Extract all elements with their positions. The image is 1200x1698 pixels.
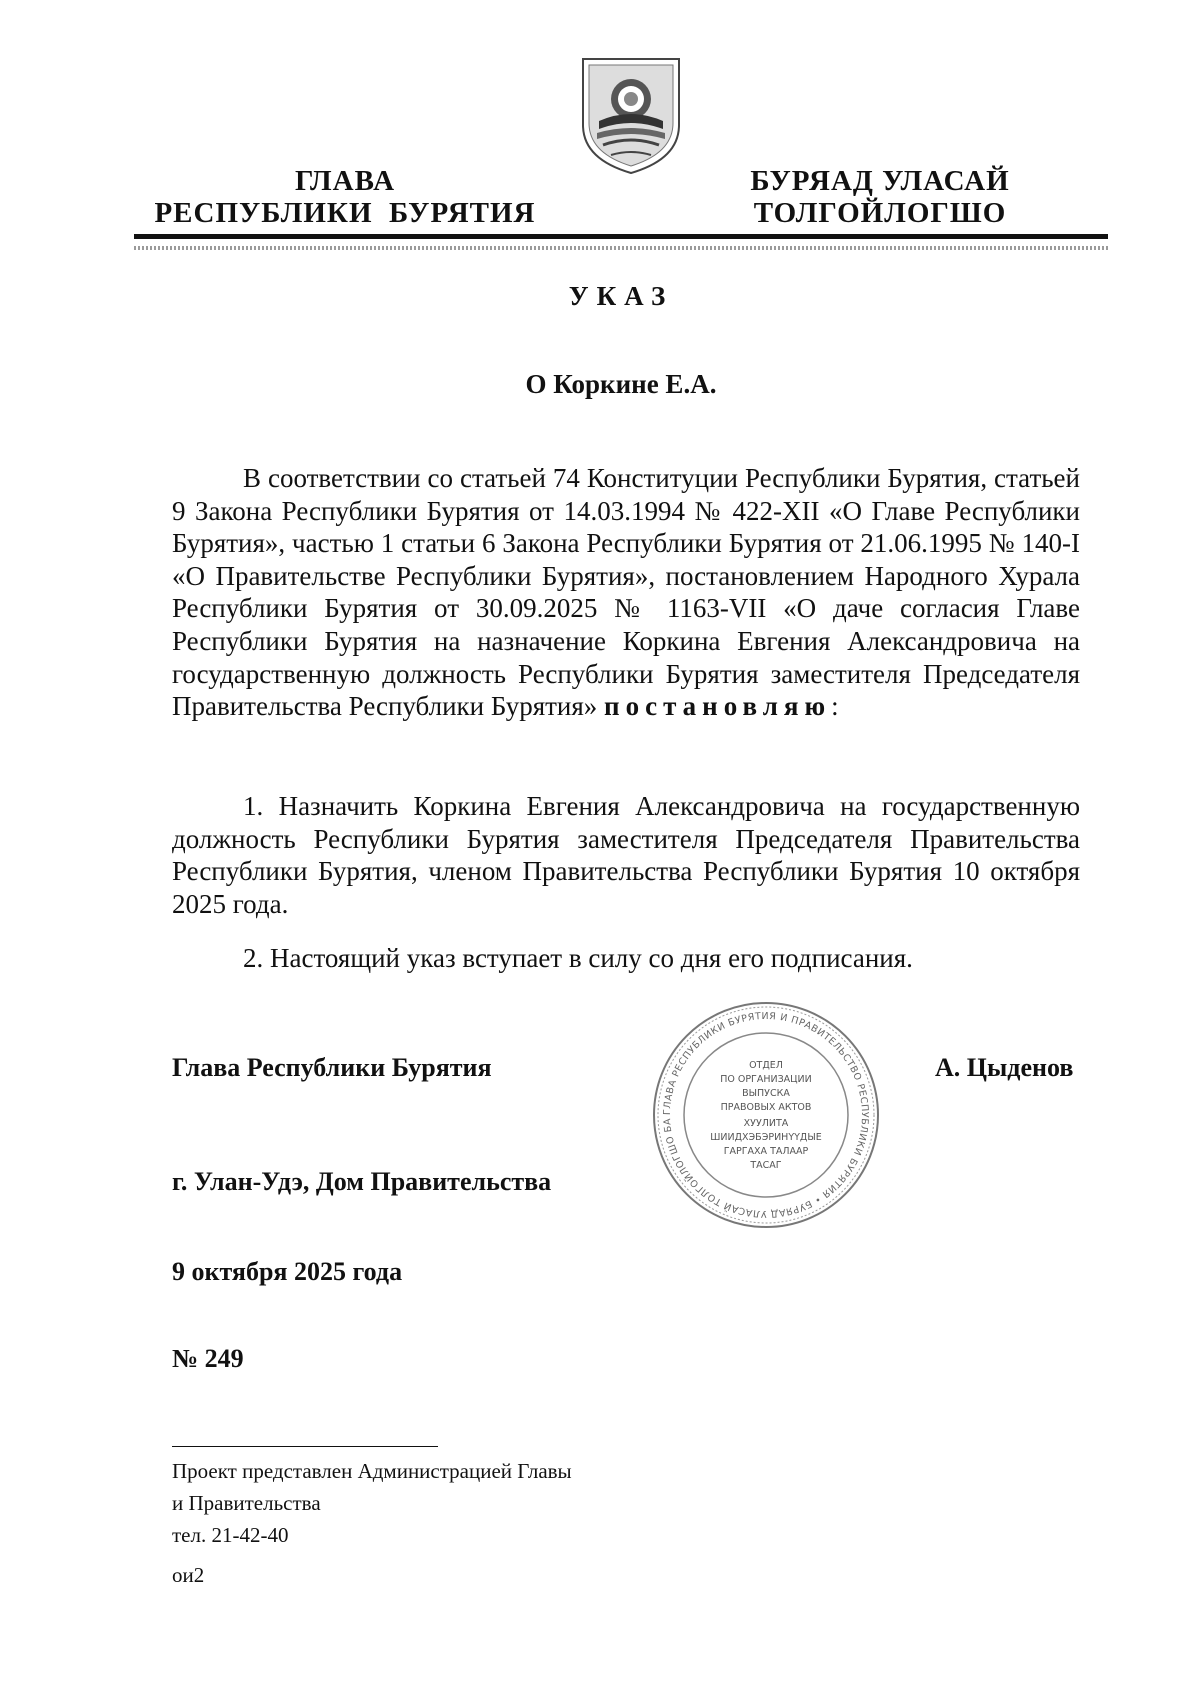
footnote-divider: [172, 1446, 438, 1447]
coat-of-arms-emblem: [577, 55, 685, 177]
official-stamp-seal: [651, 1000, 881, 1230]
footnote: [172, 1455, 772, 1551]
header-divider-dotted: [134, 246, 1108, 250]
decree-item-2: 2. Настоящий указ вступает в силу со дня его подписания.: [243, 943, 913, 973]
seal-line: ВЫПУСКА: [742, 1088, 790, 1099]
header-left-line1: ГЛАВА: [294, 165, 396, 197]
decree-colon: :: [831, 691, 839, 722]
seal-line: ХУУЛИТА: [743, 1118, 789, 1129]
seal-line: ГАРГАХА ТАЛААР: [723, 1146, 809, 1157]
decree-number: № 249: [172, 1344, 244, 1373]
seal-ring-text: ГЛАВА РЕСПУБЛИКИ БУРЯТИЯ И ПРАВИТЕЛЬСТВО РЕСПУБЛИКИ БУРЯТИЯ • БУРЯАД УЛАСАЙ ТОЛГОЙЛОГШО БА: [661, 1010, 871, 1220]
seal-line: ПО ОРГАНИЗАЦИИ: [720, 1074, 812, 1085]
header-right-line2: ТОЛГОЙЛОГШО: [753, 197, 1007, 229]
header-left-line2: РЕСПУБЛИКИ БУРЯТИЯ: [154, 197, 536, 229]
signing-place: г. Улан-Удэ, Дом Правительства: [172, 1167, 552, 1196]
footnote-line2: и Правительства: [172, 1491, 321, 1515]
preamble-text: В соответствии со статьей 74 Конституции Республики Бурятия, статьей 9 Закона Республики Бурятия от 14.03.1994 № 422-XII «О Главе Республики Бурятия», частью 1 статьи 6 Закона Республики Бурятия от 21.06.1995 № 140-I «О Правительстве Республики Бурятия», постановлением Народного Хурала Республики Бурятия от 30.09.2025 № 1163-VII «О даче согласия Главе Республики Бурятия на назначение Коркина Евгения Александровича на государственную должность Республики Бурятия заместителя Председателя Правительства Республики Бурятия»: [172, 463, 1080, 722]
footnote-line3: тел. 21-42-40: [172, 1523, 289, 1547]
header-right: [720, 165, 1040, 229]
header-right-line1: БУРЯАД УЛАСАЙ: [750, 165, 1010, 197]
header-left: [140, 165, 550, 229]
signatory-position: Глава Республики Бурятия: [172, 1053, 492, 1082]
preamble-paragraph: [172, 462, 1080, 723]
header-divider-thick: [134, 234, 1108, 239]
document-type-title: УКАЗ: [568, 281, 674, 311]
decree-item-1: 1. Назначить Коркина Евгения Александровича на государственную должность Республики Бурятия заместителя Председателя Правительства Республики Бурятия, членом Правительства Республики Бурятия 10 октября 2025 года.: [172, 791, 1080, 919]
seal-line: ОТДЕЛ: [749, 1060, 783, 1071]
document-code: ои2: [172, 1563, 205, 1587]
document-subject: О Коркине Е.А.: [525, 369, 717, 399]
seal-line: ШИИДХЭБЭРИНҮҮДЫЕ: [710, 1132, 822, 1143]
decree-word: постановляю: [604, 691, 832, 722]
signatory-name: А. Цыденов: [935, 1053, 1074, 1082]
seal-line: ТАСАГ: [750, 1160, 782, 1171]
footnote-line1: Проект представлен Администрацией Главы: [172, 1459, 572, 1483]
seal-line: ПРАВОВЫХ АКТОВ: [720, 1102, 812, 1113]
signing-date: 9 октября 2025 года: [172, 1257, 403, 1286]
